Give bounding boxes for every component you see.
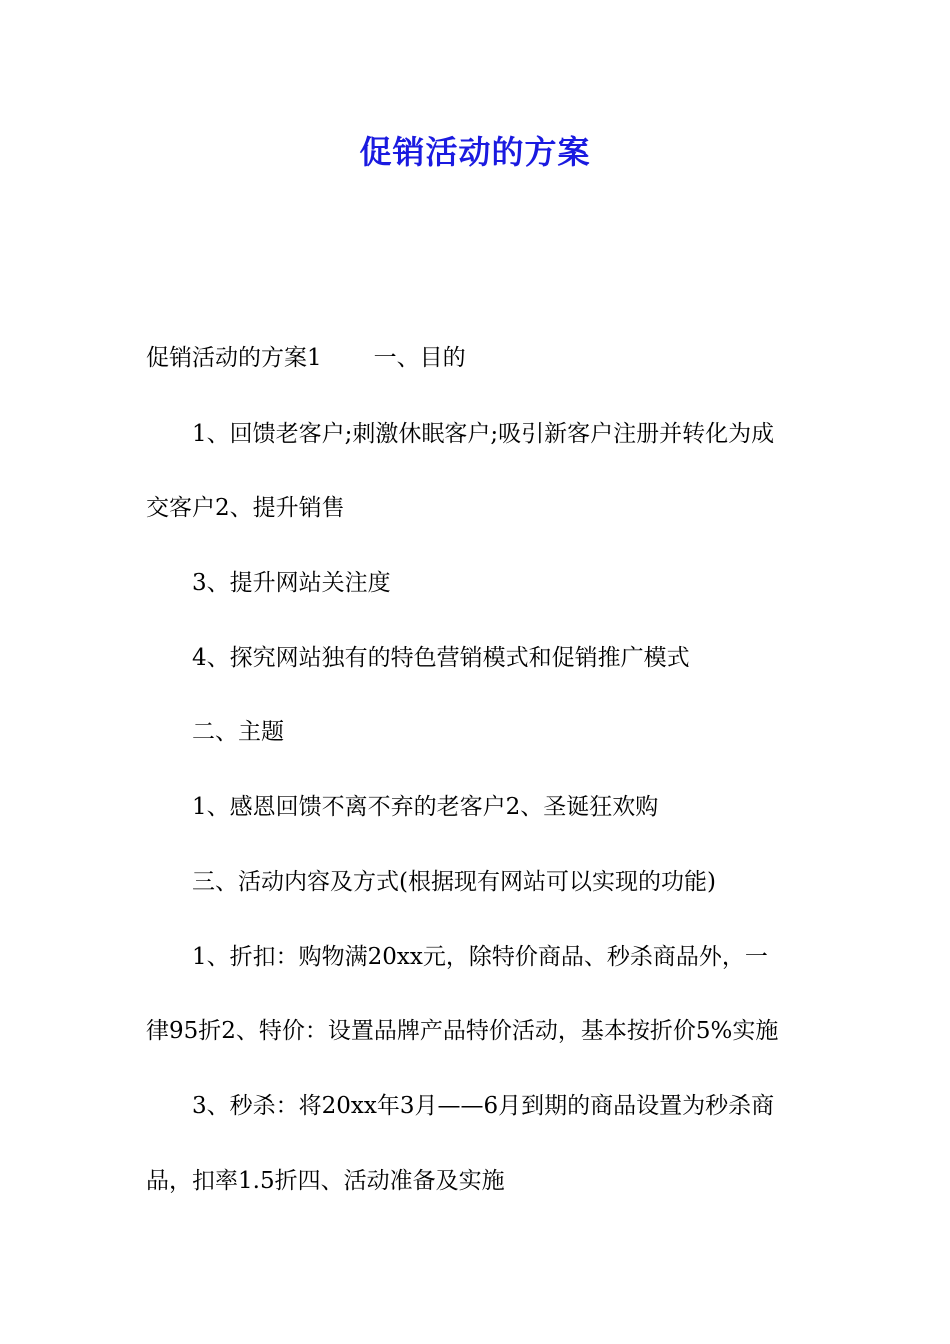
paragraph-line: 律95折2、特价：设置品牌产品特价活动，基本按折价5%实施 <box>146 1018 779 1044</box>
paragraph-line: 3、秒杀：将20xx年3月——6月到期的商品设置为秒杀商 <box>192 1093 775 1119</box>
section-heading: 二、主题 <box>192 719 284 745</box>
paragraph-line: 3、提升网站关注度 <box>192 570 391 596</box>
document-title: 促销活动的方案 <box>359 133 591 171</box>
paragraph-line: 4、探究网站独有的特色营销模式和促销推广模式 <box>192 645 690 671</box>
section-heading: 三、活动内容及方式(根据现有网站可以实现的功能) <box>192 869 716 895</box>
section-heading: 一、目的 <box>373 345 466 371</box>
section-heading: 促销活动的方案1 <box>146 345 322 371</box>
paragraph-line: 品，扣率1.5折四、活动准备及实施 <box>146 1168 505 1194</box>
paragraph-line: 交客户2、提升销售 <box>146 495 345 521</box>
paragraph-line: 1、折扣：购物满20xx元，除特价商品、秒杀商品外，一 <box>192 944 768 970</box>
paragraph-line: 1、回馈老客户;刺激休眠客户;吸引新客户注册并转化为成 <box>192 421 775 447</box>
paragraph-line <box>146 342 466 374</box>
paragraph-line: 1、感恩回馈不离不弃的老客户2、圣诞狂欢购 <box>192 794 659 820</box>
